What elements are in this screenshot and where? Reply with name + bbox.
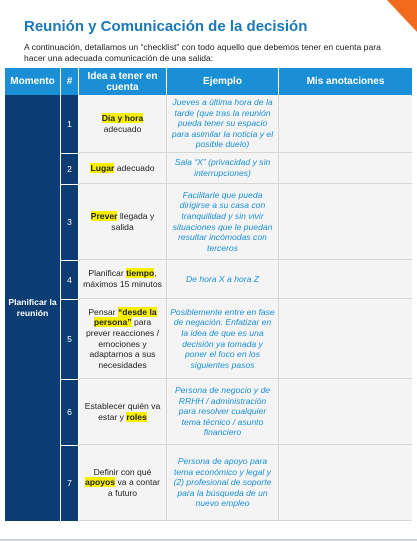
notes-cell[interactable] [279, 153, 412, 184]
idea-text: Definir con qué [93, 466, 152, 477]
table-row [5, 260, 412, 299]
idea-text: llegada y salida [111, 210, 155, 232]
table-row [5, 379, 412, 445]
row-number: 2 [61, 153, 79, 184]
idea-text: , máximos 15 minutos [83, 268, 162, 289]
header-ejemplo: Ejemplo [167, 68, 279, 95]
row-number: 5 [61, 299, 79, 379]
notes-cell[interactable] [279, 299, 412, 379]
notes-cell[interactable] [279, 95, 412, 153]
idea-text: Pensar [88, 306, 118, 317]
highlighted-keyword: apoyos [85, 477, 116, 488]
idea-cell [79, 445, 167, 521]
header-momento: Momento [5, 68, 61, 95]
highlighted-keyword: Día y hora [101, 112, 144, 123]
highlighted-keyword: tiempo [126, 268, 155, 279]
notes-cell[interactable] [279, 260, 412, 299]
table-row [5, 445, 412, 521]
example-cell: Facilitarle que pueda dirigirse a su casa con tranquilidad y sin vivir situaciones que le puedan resultar incómodas con terceros [167, 184, 279, 260]
intro-text: A continuación, detallamos un “checklist” con todo aquello que debemos tener en cuenta para hacer una adecuada comunicación de una salida: [24, 42, 381, 63]
idea-text: adecuado [103, 123, 142, 134]
notes-cell[interactable] [279, 184, 412, 260]
example-cell: De hora X a hora Z [167, 260, 279, 299]
page-title: Reunión y Comunicación de la decisión [24, 18, 308, 35]
checklist-table [5, 68, 412, 521]
header-idea: Idea a tener en cuenta [79, 68, 167, 95]
example-cell: Posiblemente entre en fase de negación. Enfatizar en la idea de que es una decisión ya tomada y poner el foco en los siguientes pasos [167, 299, 279, 379]
idea-text: para prever reacciones / emociones y adaptarnos a sus necesidades [85, 317, 160, 370]
idea-cell [79, 184, 167, 260]
highlighted-keyword: Prever [90, 210, 118, 221]
highlighted-keyword: “desde la persona” [93, 306, 157, 328]
example-cell: Persona de apoyo para tema económico y legal y (2) profesional de soporte para la búsqueda de un nuevo empleo [167, 445, 279, 521]
notes-cell[interactable] [279, 379, 412, 445]
idea-text: Planificar [88, 268, 127, 279]
idea-cell [79, 260, 167, 299]
table-row [5, 184, 412, 260]
idea-text: va a contar a futuro [107, 477, 160, 498]
example-cell: Persona de negocio y de RRHH / administración para resolver cualquier tema técnico / asunto financiero [167, 379, 279, 445]
idea-text: adecuado [114, 162, 155, 173]
header-num: # [61, 68, 79, 95]
highlighted-keyword: Lugar [90, 162, 115, 173]
table-row [5, 299, 412, 379]
header-notas: Mis anotaciones [279, 68, 412, 95]
row-number: 4 [61, 260, 79, 299]
idea-text: Establecer quién va estar y [84, 400, 161, 422]
momento-cell: Planificar la reunión [5, 95, 61, 521]
highlighted-keyword: roles [126, 411, 147, 422]
row-number: 3 [61, 184, 79, 260]
idea-cell [79, 95, 167, 153]
example-cell: Sala “X” (privacidad y sin interrupciones) [167, 153, 279, 184]
idea-cell [79, 299, 167, 379]
notes-cell[interactable] [279, 445, 412, 521]
idea-cell [79, 379, 167, 445]
example-cell: Jueves a última hora de la tarde (que tras la reunión pueda tener su espacio para asimilar la noticia y el posible duelo) [167, 95, 279, 153]
idea-cell [79, 153, 167, 184]
table-header-row [5, 68, 412, 95]
row-number: 7 [61, 445, 79, 521]
orange-corner-decoration [379, 0, 417, 38]
table-row [5, 153, 412, 184]
table-row [5, 95, 412, 153]
row-number: 1 [61, 95, 79, 153]
row-number: 6 [61, 379, 79, 445]
